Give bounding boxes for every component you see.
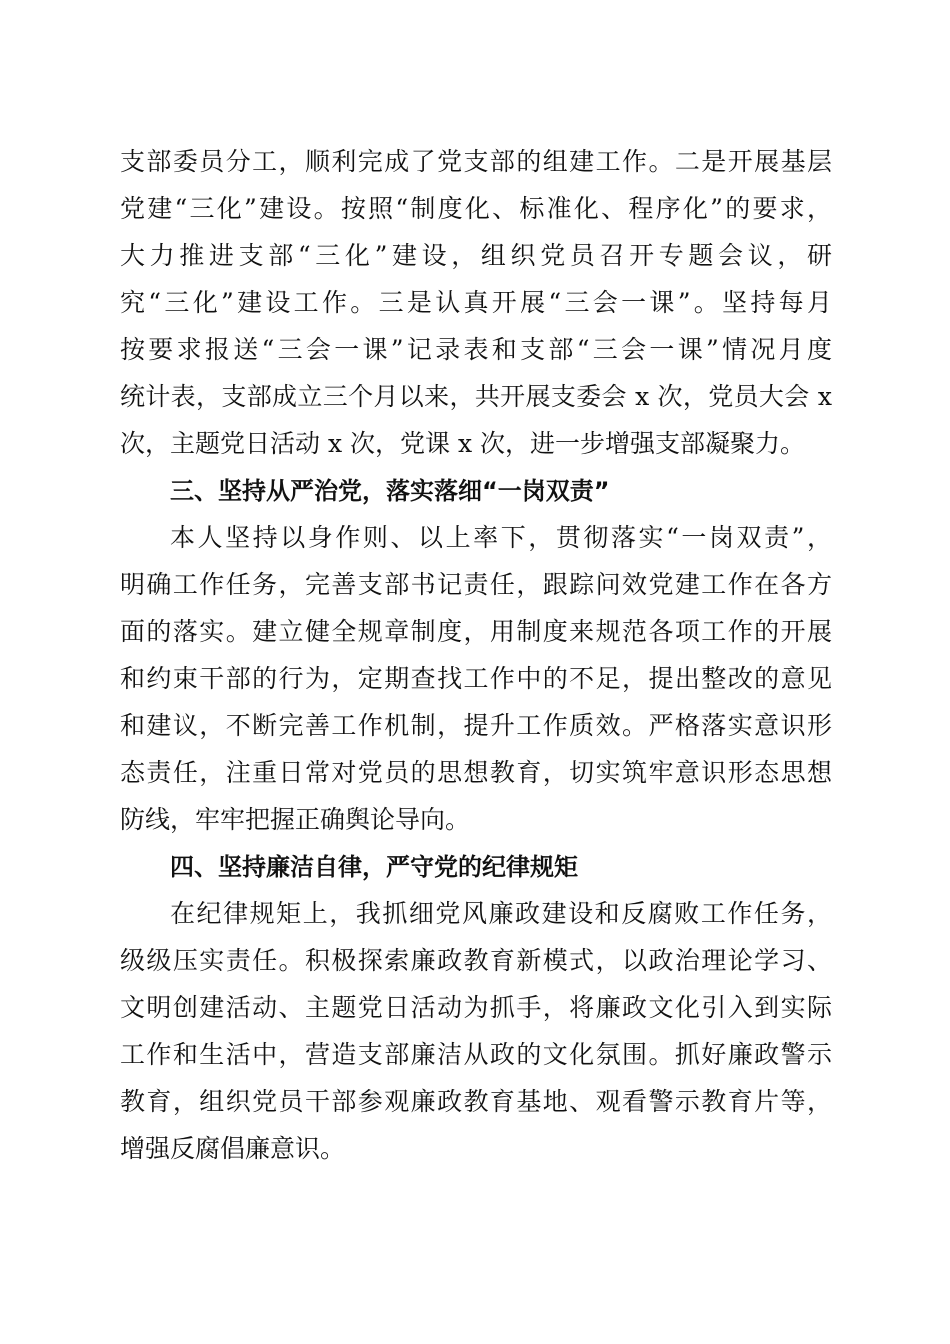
paragraph-line: 大力推进支部“三化”建设，组织党员召开专题会议，研 [120,241,832,270]
paragraph-line: 和建议，不断完善工作机制，提升工作质效。严格落实意识形 [120,711,832,740]
paragraph-line: 统计表，支部成立三个月以来，共开展支委会 x 次，党员大会 x [120,382,832,411]
paragraph-line: 级级压实责任。积极探索廉政教育新模式，以政治理论学习、 [120,946,832,975]
paragraph-line: 支部委员分工，顺利完成了党支部的组建工作。二是开展基层 [120,147,832,176]
section-heading: 三、坚持从严治党，落实落细“一岗双责” [170,477,610,505]
section-heading: 四、坚持廉洁自律，严守党的纪律规矩 [170,853,578,881]
paragraph-line: 次，主题党日活动 x 次，党课 x 次，进一步增强支部凝聚力。 [120,429,805,458]
paragraph-line: 文明创建活动、主题党日活动为抓手，将廉政文化引入到实际 [120,993,832,1022]
paragraph-line: 本人坚持以身作则、以上率下，贯彻落实“一岗双责”， [170,523,832,552]
paragraph-line: 工作和生活中，营造支部廉洁从政的文化氛围。抓好廉政警示 [120,1040,832,1069]
paragraph-line: 按要求报送“三会一课”记录表和支部“三会一课”情况月度 [120,335,832,364]
paragraph-line: 明确工作任务，完善支部书记责任，跟踪问效党建工作在各方 [120,570,832,599]
paragraph-line: 教育，组织党员干部参观廉政教育基地、观看警示教育片等， [120,1087,832,1116]
paragraph-line: 在纪律规矩上，我抓细党风廉政建设和反腐败工作任务， [170,899,832,928]
paragraph-line: 防线，牢牢把握正确舆论导向。 [120,805,471,834]
paragraph-line: 党建“三化”建设。按照“制度化、标准化、程序化”的要求， [120,194,832,223]
paragraph-line: 面的落实。建立健全规章制度，用制度来规范各项工作的开展 [120,617,832,646]
paragraph-line: 增强反腐倡廉意识。 [120,1134,346,1163]
paragraph-line: 究“三化”建设工作。三是认真开展“三会一课”。坚持每月 [120,288,832,317]
paragraph-line: 和约束干部的行为，定期查找工作中的不足，提出整改的意见 [120,664,832,693]
paragraph-line: 态责任，注重日常对党员的思想教育，切实筑牢意识形态思想 [120,758,832,787]
